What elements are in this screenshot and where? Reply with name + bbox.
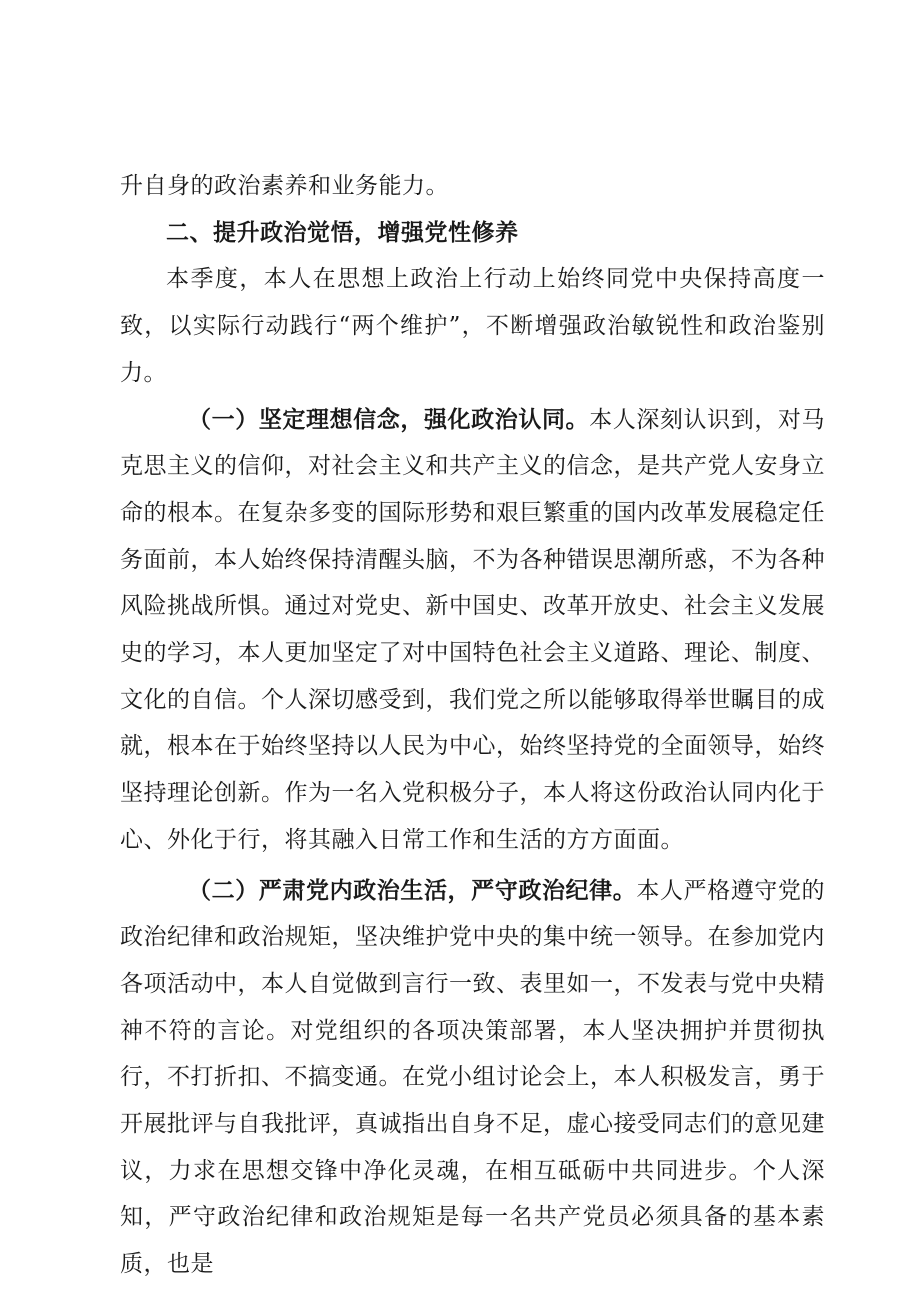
- subsection-1-title: （一）坚定理想信念，强化政治认同。: [188, 406, 590, 433]
- section-heading: 二、提升政治觉悟，增强党性修养: [166, 219, 519, 246]
- continuation-paragraph: 升自身的政治素养和业务能力。: [120, 173, 449, 199]
- subsection-2-paragraph: [120, 868, 825, 1288]
- intro-paragraph: 本季度，本人在思想上政治上行动上始终同党中央保持高度一致，以实际行动践行“两个维护”，不断增强政治敏锐性和政治鉴别力。: [120, 266, 825, 386]
- subsection-2-body: 本人严格遵守党的政治纪律和政治规矩，坚决维护党中央的集中统一领导。在参加党内各项活动中，本人自觉做到言行一致、表里如一，不发表与党中央精神不符的言论。对党组织的各项决策部署，本人坚决拥护并贯彻执行，不打折扣、不搞变通。在党小组讨论会上，本人积极发言，勇于开展批评与自我批评，真诚指出自身不足，虚心接受同志们的意见建议，力求在思想交锋中净化灵魂，在相互砥砺中共同进步。个人深知，严守政治纪律和政治规矩是每一名共产党员必须具备的基本素质，也是: [120, 877, 826, 1278]
- subsection-2-title: （二）严肃党内政治生活，严守政治纪律。: [188, 877, 637, 904]
- subsection-1-paragraph: [120, 397, 825, 864]
- document-body: [120, 163, 825, 1288]
- subsection-1-body: 本人深刻认识到，对马克思主义的信仰，对社会主义和共产主义的信念，是共产党人安身立命的根本。在复杂多变的国际形势和艰巨繁重的国内改革发展稳定任务面前，本人始终保持清醒头脑，不为各种错误思潮所惑，不为各种风险挑战所惧。通过对党史、新中国史、改革开放史、社会主义发展史的学习，本人更加坚定了对中国特色社会主义道路、理论、制度、文化的自信。个人深切感受到，我们党之所以能够取得举世瞩目的成就，根本在于始终坚持以人民为中心，始终坚持党的全面领导，始终坚持理论创新。作为一名入党积极分子，本人将这份政治认同内化于心、外化于行，将其融入日常工作和生活的方方面面。: [120, 406, 826, 853]
